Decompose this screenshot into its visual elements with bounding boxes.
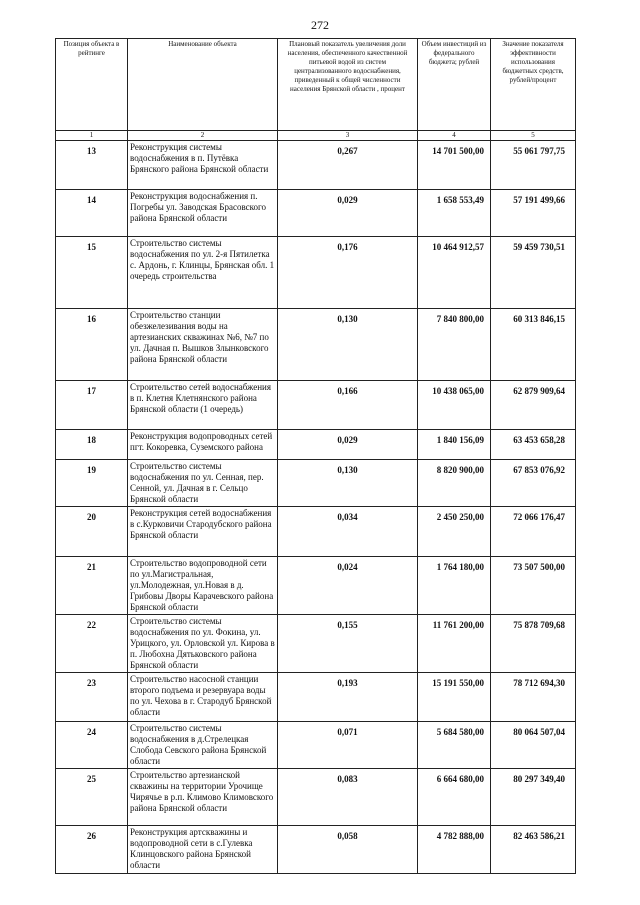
table-row: [56, 237, 576, 309]
column-number: 3: [278, 131, 418, 141]
column-number: 4: [418, 131, 491, 141]
row-position: 14: [56, 190, 128, 237]
row-efficiency: 57 191 499,66: [491, 190, 576, 237]
row-investment: 6 664 680,00: [418, 769, 491, 826]
column-number: 1: [56, 131, 128, 141]
row-position: 18: [56, 430, 128, 460]
row-name: Строительство системы водоснабжения в д.Стрелецкая Слобода Севского района Брянской области: [128, 722, 278, 769]
row-position: 15: [56, 237, 128, 309]
header-efficiency: Значение показателя эффективности использования бюджетных средств, рублей/процент: [491, 39, 576, 131]
row-name: Строительство сетей водоснабжения в п. Клетня Клетнянского района Брянской области (1 очередь): [128, 381, 278, 430]
table-row: [56, 460, 576, 507]
row-position: 23: [56, 673, 128, 722]
row-indicator: 0,267: [278, 141, 418, 190]
row-position: 17: [56, 381, 128, 430]
table-row: [56, 722, 576, 769]
row-efficiency: 75 878 709,68: [491, 615, 576, 673]
row-indicator: 0,029: [278, 190, 418, 237]
row-investment: 10 438 065,00: [418, 381, 491, 430]
row-name: Реконструкция системы водоснабжения в п. Путёвка Брянского района Брянской области: [128, 141, 278, 190]
table-row: [56, 141, 576, 190]
row-investment: 4 782 888,00: [418, 826, 491, 874]
row-efficiency: 80 297 349,40: [491, 769, 576, 826]
row-name: Строительство водопроводной сети по ул.Магистральная, ул.Молодежная, ул.Новая в д. Грибовы Дворы Карачевского района Брянской области: [128, 557, 278, 615]
row-efficiency: 67 853 076,92: [491, 460, 576, 507]
row-efficiency: 63 453 658,28: [491, 430, 576, 460]
row-name: Строительство насосной станции второго подъема и резервуара воды по ул. Чехова в г. Стародуб Брянской области: [128, 673, 278, 722]
row-indicator: 0,130: [278, 460, 418, 507]
table-row: [56, 673, 576, 722]
table-row: [56, 615, 576, 673]
page-number: 272: [311, 18, 329, 32]
row-investment: 1 764 180,00: [418, 557, 491, 615]
row-position: 21: [56, 557, 128, 615]
row-indicator: 0,034: [278, 507, 418, 557]
row-investment: 1 840 156,09: [418, 430, 491, 460]
row-indicator: 0,155: [278, 615, 418, 673]
row-indicator: 0,083: [278, 769, 418, 826]
row-position: 16: [56, 309, 128, 381]
row-name: Строительство станции обезжелезивания воды на артезианских скважинах №6, №7 по ул. Дачная п. Вышков Злынковского района Брянской области: [128, 309, 278, 381]
row-efficiency: 82 463 586,21: [491, 826, 576, 874]
header-name: Наименование объекта: [128, 39, 278, 131]
header-position: Позиция объекта в рейтинге: [56, 39, 128, 131]
table-row: [56, 507, 576, 557]
row-investment: 8 820 900,00: [418, 460, 491, 507]
row-indicator: 0,058: [278, 826, 418, 874]
row-efficiency: 62 879 909,64: [491, 381, 576, 430]
header-indicator: Плановый показатель увеличения доли населения, обеспеченного качественной питьевой водой из систем централизованного водоснабжения, приведенный к общей численности населения Брянской области , процент: [278, 39, 418, 131]
row-efficiency: 59 459 730,51: [491, 237, 576, 309]
row-indicator: 0,193: [278, 673, 418, 722]
row-indicator: 0,176: [278, 237, 418, 309]
row-name: Строительство системы водоснабжения по ул. Сенная, пер. Сенной, ул. Дачная в г. Сельцо Брянской области: [128, 460, 278, 507]
table-row: [56, 826, 576, 874]
row-name: Реконструкция водоснабжения п. Погребы ул. Заводская Брасовского района Брянской области: [128, 190, 278, 237]
table-row: [56, 430, 576, 460]
row-name: Реконструкция артскважины и водопроводной сети в с.Гулевка Клинцовского района Брянской области: [128, 826, 278, 874]
row-name: Реконструкция сетей водоснабжения в с.Курковичи Стародубского района Брянской области: [128, 507, 278, 557]
row-indicator: 0,024: [278, 557, 418, 615]
row-efficiency: 55 061 797,75: [491, 141, 576, 190]
row-investment: 7 840 800,00: [418, 309, 491, 381]
row-indicator: 0,071: [278, 722, 418, 769]
row-efficiency: 73 507 500,00: [491, 557, 576, 615]
row-investment: 15 191 550,00: [418, 673, 491, 722]
investment-table: [55, 38, 576, 874]
table-row: [56, 381, 576, 430]
column-number: 5: [491, 131, 576, 141]
row-indicator: 0,166: [278, 381, 418, 430]
row-efficiency: 78 712 694,30: [491, 673, 576, 722]
row-investment: 2 450 250,00: [418, 507, 491, 557]
row-position: 22: [56, 615, 128, 673]
row-efficiency: 60 313 846,15: [491, 309, 576, 381]
row-name: Строительство системы водоснабжения по ул. Фокина, ул. Урицкого, ул. Орловской ул. Кирова в п. Любохна Дятьковского района Брянской области: [128, 615, 278, 673]
row-position: 26: [56, 826, 128, 874]
table-row: [56, 190, 576, 237]
column-number: 2: [128, 131, 278, 141]
row-position: 13: [56, 141, 128, 190]
row-position: 19: [56, 460, 128, 507]
row-efficiency: 72 066 176,47: [491, 507, 576, 557]
row-investment: 10 464 912,57: [418, 237, 491, 309]
row-name: Строительство артезианской скважины на территории Урочище Чирячье в р.п. Климово Климовского района Брянской области: [128, 769, 278, 826]
row-position: 24: [56, 722, 128, 769]
row-name: Реконструкция водопроводных сетей пгт. Кокоревка, Суземского района: [128, 430, 278, 460]
row-investment: 1 658 553,49: [418, 190, 491, 237]
row-position: 20: [56, 507, 128, 557]
row-indicator: 0,029: [278, 430, 418, 460]
table-row: [56, 769, 576, 826]
table-row: [56, 557, 576, 615]
row-investment: 11 761 200,00: [418, 615, 491, 673]
row-investment: 14 701 500,00: [418, 141, 491, 190]
header-investment: Объем инвестиций из федерального бюджета; рублей: [418, 39, 491, 131]
row-indicator: 0,130: [278, 309, 418, 381]
row-name: Строительство системы водоснабжения по ул. 2-я Пятилетка с. Ардонь, г. Клинцы, Брянская обл. 1 очередь строительства: [128, 237, 278, 309]
row-efficiency: 80 064 507,04: [491, 722, 576, 769]
row-investment: 5 684 580,00: [418, 722, 491, 769]
table-row: [56, 309, 576, 381]
row-position: 25: [56, 769, 128, 826]
